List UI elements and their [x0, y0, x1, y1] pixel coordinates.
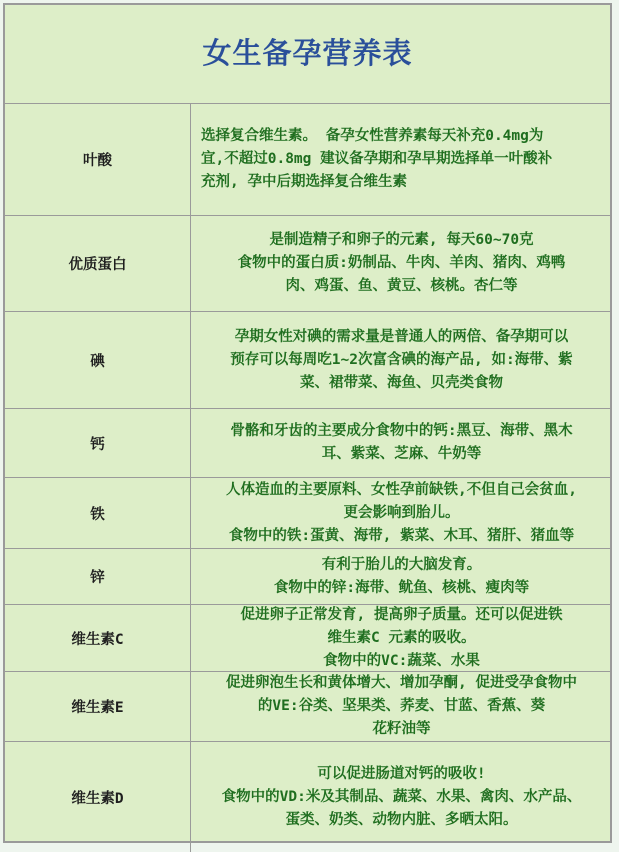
page-title: 女生备孕营养表: [202, 35, 413, 70]
description-line: 维生素C 元素的吸收。: [327, 629, 476, 646]
description-line: 食物中的蛋白质:奶制品、牛肉、羊肉、猪肉、鸡鸭: [237, 255, 566, 271]
nutrient-name: 钙: [5, 409, 191, 477]
nutrient-description: [191, 409, 610, 477]
description-line: 肉、鸡蛋、鱼、黄豆、核桃。杏仁等: [285, 278, 518, 294]
description-line: 食物中的铁:蛋黄、海带, 紫菜、木耳、猪肝、猪血等: [228, 527, 575, 544]
nutrient-name: 维生素D: [5, 742, 191, 852]
nutrient-description: [191, 104, 610, 215]
table-row: [5, 605, 610, 672]
description-line: 菜、裙带菜、海鱼、贝壳类食物: [300, 374, 503, 391]
table-row: [5, 672, 610, 742]
description-line: 宜,不超过0.8mg 建议备孕期和孕早期选择单一叶酸补: [201, 151, 553, 167]
nutrient-name: 维生素E: [5, 672, 191, 741]
description-line: 食物中的VD:米及其制品、蔬菜、水果、禽肉、水产品、: [221, 788, 582, 805]
description-line: 花籽油等: [372, 721, 431, 737]
nutrient-description: [191, 478, 610, 548]
description-line: 耳、紫菜、芝麻、牛奶等: [321, 446, 482, 462]
nutrient-name: 铁: [5, 478, 191, 548]
description-line: 蛋类、奶类、动物内脏、多晒太阳。: [285, 811, 518, 828]
description-line: 人体造血的主要原料、女性孕前缺铁,不但自己会贫血,: [226, 481, 577, 498]
description-line: 预存可以每周吃1~2次富含碘的海产品, 如:海带、紫: [230, 351, 573, 368]
table-row: [5, 104, 610, 216]
description-line: 有利于胎儿的大脑发育。: [321, 556, 482, 573]
nutrient-name: 锌: [5, 549, 191, 604]
table-row: [5, 478, 610, 549]
nutrient-name: 优质蛋白: [5, 216, 191, 311]
nutrient-description: [191, 605, 610, 671]
nutrient-description: [191, 312, 610, 408]
description-line: 骨骼和牙齿的主要成分食物中的钙:黑豆、海带、黑木: [230, 423, 573, 439]
description-line: 孕期女性对碘的需求量是普通人的两倍、备孕期可以: [234, 328, 569, 345]
description-line: 促进卵泡生长和黄体增大、增加孕酮, 促进受孕食物中: [226, 675, 577, 691]
description-line: 是制造精子和卵子的元素, 每天60~70克: [269, 232, 534, 248]
nutrient-description: [191, 672, 610, 741]
title-row: [5, 5, 610, 104]
table-row: [5, 549, 610, 605]
description-line: 充剂, 孕中后期选择复合维生素: [201, 174, 407, 190]
nutrient-name: 维生素C: [5, 605, 191, 671]
nutrient-description: [191, 742, 610, 852]
table-row: [5, 409, 610, 478]
nutrient-description: [191, 549, 610, 604]
table-row: [5, 742, 610, 852]
description-line: 促进卵子正常发育, 提高卵子质量。还可以促进铁: [240, 606, 563, 623]
nutrition-table: [3, 3, 612, 843]
table-row: [5, 216, 610, 312]
nutrient-name: 叶酸: [5, 104, 191, 215]
description-line: 食物中的锌:海带、鱿鱼、核桃、瘦肉等: [273, 579, 530, 596]
description-line: 选择复合维生素。 备孕女性营养素每天补充0.4mg为: [201, 128, 544, 144]
description-line: 的VE:谷类、坚果类、荞麦、甘蓝、香蕉、葵: [257, 698, 546, 714]
description-line: 可以促进肠道对钙的吸收!: [317, 765, 486, 782]
description-line: 更会影响到胎儿。: [343, 504, 460, 521]
description-line: 食物中的VC:蔬菜、水果: [323, 652, 480, 669]
table-row: [5, 312, 610, 409]
nutrient-name: 碘: [5, 312, 191, 408]
nutrient-description: [191, 216, 610, 311]
